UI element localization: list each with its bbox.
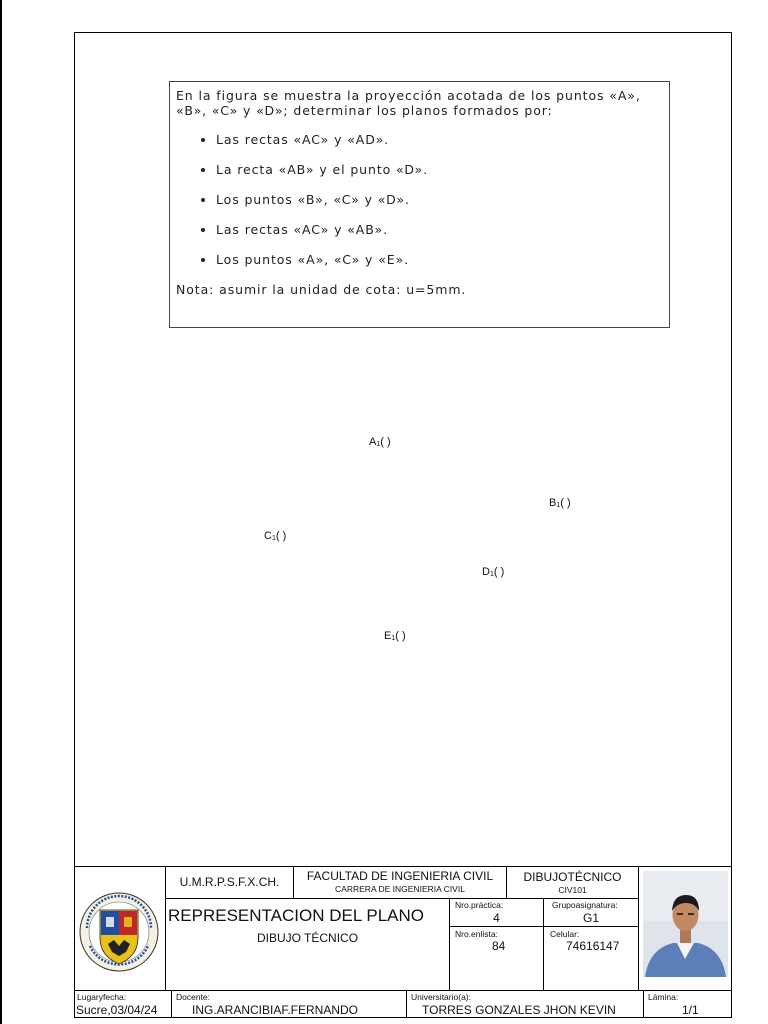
university-name: U.M.R.P.S.F.X.CH. [179, 875, 280, 889]
faculty-name: FACULTAD DE INGENIERIA CIVIL [306, 869, 494, 883]
point-subscript: 1 [556, 502, 561, 509]
subject-code: CIV101 [558, 885, 587, 895]
problem-list [170, 132, 428, 282]
point-e-label [384, 630, 406, 642]
sheet-label: Lámina: [648, 992, 679, 1002]
page-edge-line [0, 0, 2, 1024]
divider [171, 990, 172, 1018]
divider [165, 898, 638, 899]
student-label: Universitario(a): [411, 992, 471, 1002]
drawing-title: REPRESENTACION DEL PLANO [168, 906, 425, 925]
list-item: • La recta «AB» y el punto «D». [216, 162, 428, 192]
point-elevation: ( ) [380, 436, 391, 448]
group-label: Grupoasignatura: [552, 900, 618, 910]
teacher-value: ING.ARANCIBIAF.FERNANDO [192, 1003, 359, 1017]
university-crest-icon [78, 882, 160, 982]
career-name: CARRERA DE INGENIERIA CIVIL [335, 884, 465, 894]
problem-note: Nota: asumir la unidad de cota: u=5mm. [176, 282, 467, 297]
place-date-label: Lugaryfecha: [77, 992, 127, 1002]
practice-value: 4 [493, 911, 500, 925]
divider [638, 866, 639, 990]
phone-value: 74616147 [566, 939, 620, 953]
point-b-label [549, 497, 571, 509]
point-elevation: ( ) [275, 530, 287, 542]
drawing-subtitle: DIBUJO TÉCNICO [256, 931, 359, 945]
point-letter: E [384, 630, 392, 642]
divider [74, 990, 732, 991]
teacher-label: Docente: [176, 992, 211, 1002]
point-d-label [482, 566, 504, 578]
student-value: TORRES GONZALES JHON KEVIN [422, 1003, 616, 1017]
student-photo-icon [643, 871, 728, 977]
divider [406, 990, 407, 1018]
list-item: • Los puntos «B», «C» y «D». [216, 192, 428, 222]
point-letter: B [549, 497, 557, 509]
practice-label: Nro.práctica: [455, 900, 504, 910]
list-label: Nro.enlista: [455, 929, 498, 939]
point-elevation: ( ) [395, 630, 406, 642]
list-item: • Las rectas «AC» y «AB». [216, 222, 428, 252]
point-letter: A [369, 436, 377, 448]
problem-intro: En la figura se muestra la proyección acotada de los puntos «A», «B», «C» y «D»; determinar los planos formados por: [176, 88, 641, 118]
point-c-label [264, 530, 286, 542]
list-value: 84 [492, 939, 506, 953]
point-elevation: ( ) [493, 566, 505, 578]
point-subscript: 1 [271, 535, 276, 542]
list-item: • Las rectas «AC» y «AD». [216, 132, 428, 162]
point-letter: C [264, 530, 272, 542]
point-a-label [369, 436, 391, 448]
divider [74, 866, 732, 867]
phone-label: Celular: [550, 929, 580, 939]
divider [643, 990, 644, 1018]
point-letter: D [482, 566, 490, 578]
point-elevation: ( ) [560, 497, 571, 509]
place-date-value: Sucre,03/04/24 [76, 1003, 158, 1017]
group-value: G1 [582, 911, 599, 925]
point-subscript: 1 [489, 571, 494, 578]
title-block [74, 866, 732, 1018]
subject-name: DIBUJOTÉCNICO [523, 870, 622, 884]
point-subscript: 1 [376, 441, 381, 448]
sheet-value: 1/1 [682, 1003, 699, 1017]
problem-statement-box [169, 81, 670, 328]
point-subscript: 1 [391, 635, 396, 642]
list-item: • Los puntos «A», «C» y «E». [216, 252, 428, 282]
